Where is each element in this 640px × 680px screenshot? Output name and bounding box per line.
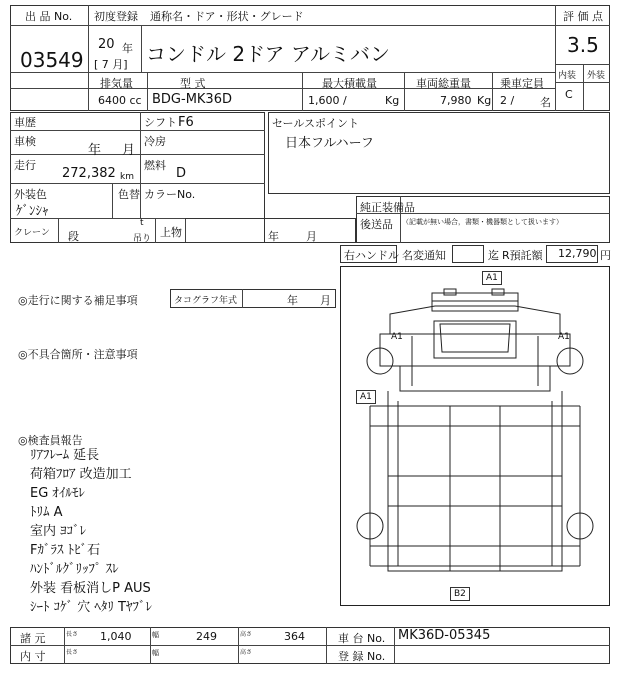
score-label: 評 価 点	[563, 10, 603, 23]
body-year: 年	[268, 230, 279, 243]
damage-mark: A1	[391, 332, 403, 342]
year-unit: 年	[122, 42, 133, 55]
gross-weight-unit: Kg	[477, 94, 492, 107]
truck-diagram	[340, 266, 610, 606]
color-no-label: 色替	[118, 188, 140, 201]
deadline-label: 迄	[488, 249, 499, 262]
recycle-label: R預託額	[502, 249, 543, 262]
first-reg-month: [ 7 月]	[94, 58, 128, 71]
history-label: 車歴	[14, 116, 36, 129]
model-name: コンドル 2ドア アルミバン	[146, 42, 391, 66]
inspector-item: 外装 看板消しP AUS	[30, 581, 151, 596]
shift: F6	[178, 115, 194, 130]
fuel-label: 燃料	[144, 159, 166, 172]
name-change-box	[452, 245, 484, 263]
inspector-item: ｼｰﾄ ｺｹﾞ 穴 ﾍﾀﾘ Tﾔﾌﾞﾚ	[30, 600, 152, 615]
name-change-label: 名変通知	[402, 249, 446, 262]
capacity-unit: 名	[540, 96, 551, 109]
inner-height-label: 高さ	[240, 649, 253, 656]
inner-length-label: 長さ	[66, 649, 79, 656]
specs-label: 諸 元	[20, 632, 46, 645]
inspector-item: EG ｵｲﾙﾓﾚ	[30, 486, 85, 501]
inspector-item: Fｶﾞﾗｽ ﾄﾋﾞ石	[30, 543, 101, 558]
model-name-label: 通称名・ドア・形状・グレード	[150, 10, 304, 23]
tachograph-year: 年	[287, 294, 298, 307]
shift-label: シフト	[144, 116, 177, 129]
aftermarket-note: （記載が無い場合，書類・機器類として扱います）	[402, 218, 563, 226]
inspector-item: 室内 ﾖｺﾞﾚ	[30, 524, 87, 539]
inspection-label: 車検	[14, 135, 36, 148]
inspector-item: ﾊﾝﾄﾞﾙｸﾞﾘｯﾌﾟ ｽﾚ	[30, 562, 119, 577]
mileage-label: 走行	[14, 159, 36, 172]
chassis-label: 車 台 No.	[338, 632, 386, 645]
capacity: 2 /	[500, 94, 515, 107]
inspector-item: 荷箱ﾌﾛｱ 改造加工	[30, 467, 132, 482]
length-label: 長さ	[66, 631, 79, 638]
chassis: MK36D-05345	[398, 628, 491, 643]
inspection-month: 月	[122, 143, 136, 158]
crane-hang-t: t	[140, 218, 144, 228]
gross-weight-label: 車両総重量	[416, 77, 471, 90]
equipment-label: 純正装備品	[360, 201, 415, 214]
damage-mark: A1	[482, 271, 502, 285]
inspection-year: 年	[88, 143, 102, 158]
driving-notes-label: ◎走行に関する補足事項	[18, 294, 138, 307]
mileage-unit: km	[120, 172, 134, 182]
crane-hang: 吊り	[133, 234, 152, 244]
color-label: 外装色	[14, 188, 47, 201]
damage-mark: A1	[558, 332, 570, 342]
max-load: 1,600 /	[308, 94, 347, 107]
color-no-label2: カラーNo.	[144, 188, 196, 201]
cooler-label: 冷房	[144, 135, 166, 148]
height-label: 高さ	[240, 631, 253, 638]
recycle-amount: 12,790	[558, 247, 597, 260]
type: BDG-MK36D	[152, 92, 232, 107]
type-label: 型 式	[180, 77, 206, 90]
inspector-label: ◎検査員報告	[18, 434, 83, 447]
body-month: 月	[306, 230, 317, 243]
first-reg-year: 20	[98, 37, 115, 52]
max-load-unit: Kg	[385, 94, 400, 107]
score: 3.5	[567, 33, 599, 57]
sales-point-label: セールスポイント	[272, 117, 360, 130]
lot-no-label: 出 品 No.	[25, 10, 73, 23]
displacement-label: 排気量	[100, 77, 133, 90]
defects-label: ◎不具合箇所・注意事項	[18, 348, 138, 361]
mileage: 272,382	[62, 166, 116, 181]
height: 364	[284, 630, 305, 643]
width-label: 幅	[152, 631, 159, 639]
aftermarket-label: 後送品	[360, 218, 393, 231]
inspector-item: ﾘｱﾌﾚｰﾑ 延長	[30, 448, 100, 463]
crane-label: クレーン	[14, 228, 50, 238]
max-load-label: 最大積載量	[322, 77, 377, 90]
capacity-label: 乗車定員	[500, 77, 544, 90]
handle: 右ハンドル	[344, 249, 399, 262]
exterior-label: 外装	[587, 71, 606, 81]
displacement: 6400 cc	[98, 94, 142, 107]
crane-stage: 段	[68, 230, 79, 243]
inner-label: 内 寸	[20, 650, 46, 663]
fuel: D	[176, 166, 187, 181]
gross-weight: 7,980	[440, 94, 472, 107]
color: ｹﾞﾝｼｬ	[16, 204, 49, 219]
tachograph-month: 月	[320, 294, 331, 307]
length: 1,040	[100, 630, 132, 643]
damage-mark: A1	[356, 390, 376, 404]
interior-label: 内装	[558, 71, 577, 81]
interior-score: C	[565, 88, 573, 101]
inner-width-label: 幅	[152, 649, 159, 657]
first-reg-label: 初度登録	[94, 10, 138, 23]
registration-label: 登 録 No.	[338, 650, 386, 663]
lot-no: 03549	[20, 48, 84, 72]
sales-point: 日本フルハーフ	[285, 136, 374, 151]
inspector-item: ﾄﾘﾑ A	[30, 505, 63, 520]
tachograph-label: タコグラフ年式	[174, 296, 238, 306]
damage-mark: B2	[450, 587, 470, 601]
body-label: 上物	[160, 226, 182, 239]
recycle-unit: 円	[600, 249, 611, 262]
width: 249	[196, 630, 217, 643]
